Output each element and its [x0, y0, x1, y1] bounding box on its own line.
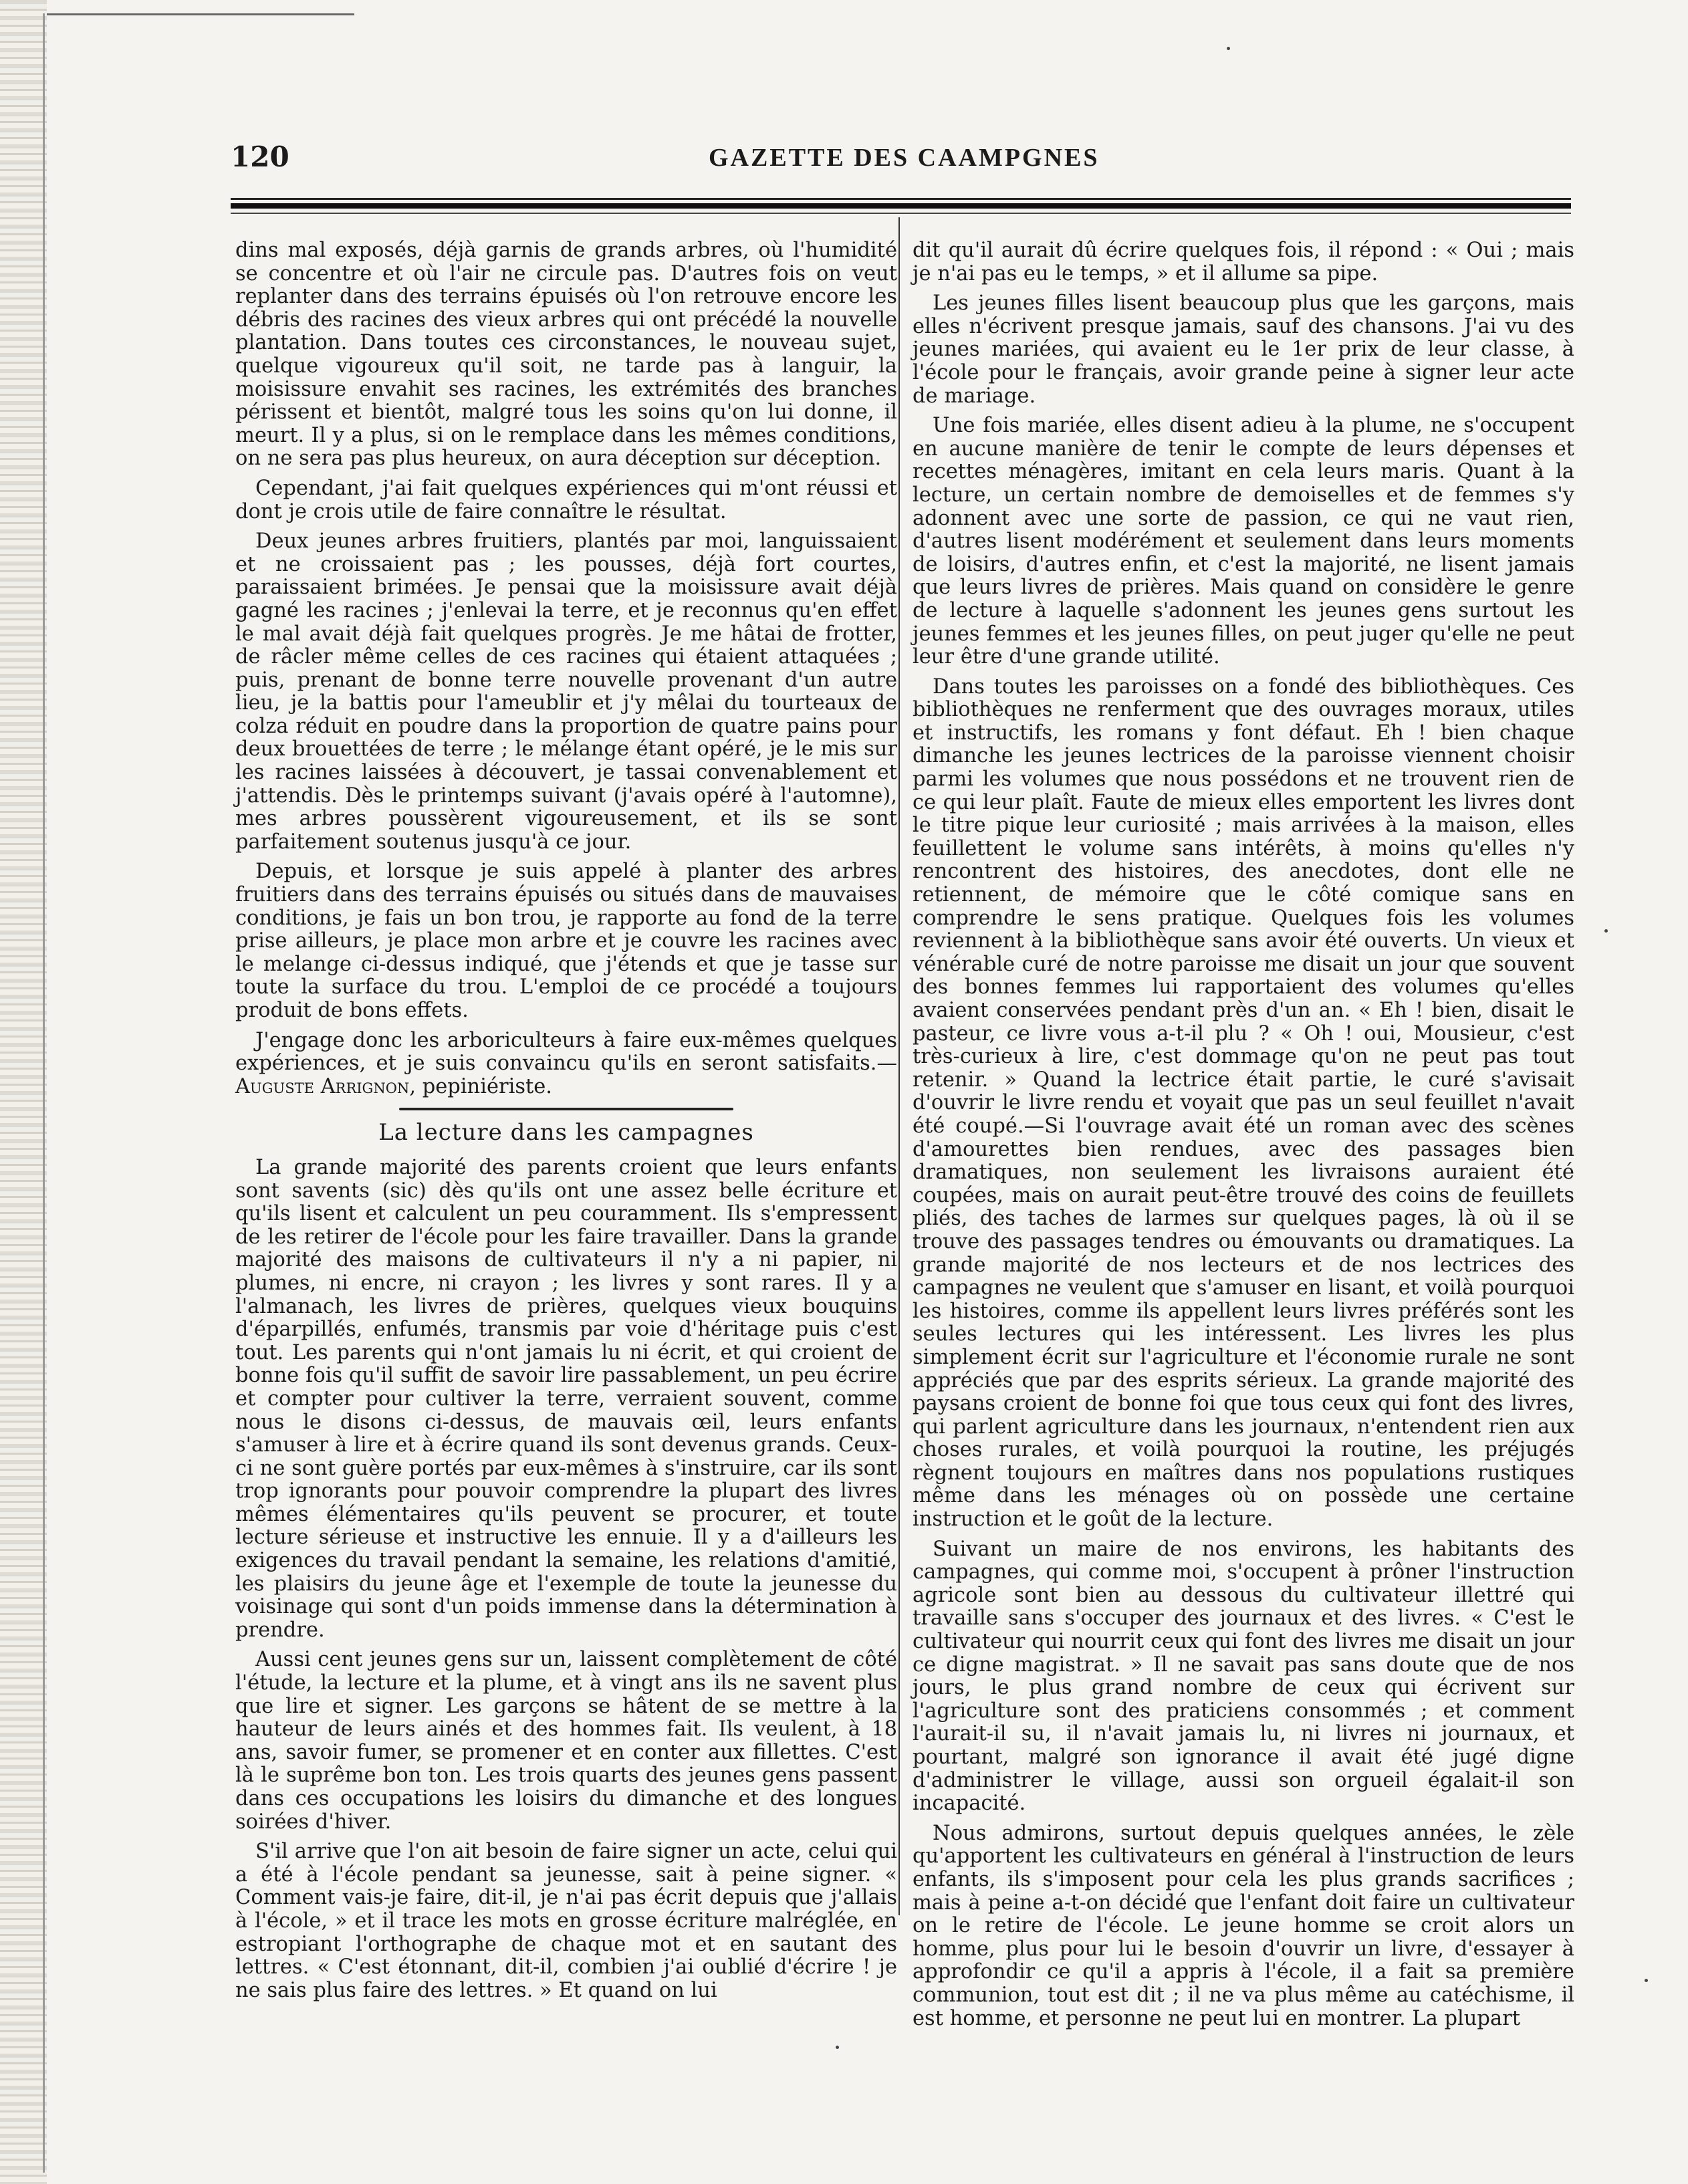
paragraph: dit qu'il aurait dû écrire quelques fois, il répond : « Oui ; mais je n'ai pas eu le temps, » et il allume sa pipe. — [913, 239, 1574, 285]
paragraph: Dans toutes les paroisses on a fondé des bibliothèques. Ces bibliothèques ne renferment que des ouvrages moraux, utiles et instructifs, les romans y font défaut. Eh ! bien chaque dimanche les jeunes lectrices de la paroisse viennent choisir parmi les volumes que nous possédons et ne trouvent rien de ce qui leur plaît. Faute de mieux elles emportent les livres dont le titre pique leur curiosité ; mais arrivées à la maison, elles feuillettent le volume sans intérêts, à moins qu'elles n'y rencontrent des histoires, des anecdotes, dont elle ne retiennent, de mémoire que le côté comique sans en comprendre le sens pratique. Quelques fois les volumes reviennent à la bibliothèque sans avoir été ouverts. Un vieux et vénérable curé de notre paroisse me disait un jour que souvent des bonnes femmes lui rapportaient des volumes qu'elles avaient conservées pendant près d'un an. « Eh ! bien, disait le pasteur, ce livre vous a-t-il plu ? « Oh ! oui, Mousieur, c'est très-curieux à lire, c'est dommage qu'on ne peut pas tout retenir. » Quand la lectrice était partie, le curé s'avisait d'ouvrir le livre rendu et voyait que pas un seul feuillet n'avait été coupé.—Si l'ouvrage avait été un roman avec des scènes d'amourettes bien rendues, avec des passages bien dramatiques, non seulement les livraisons auraient été coupées, mais on aurait peut-être trouvé des coins de feuillets pliés, des taches de larmes sur quelques pages, là où il se trouve des passages tendres ou émouvants ou dramatiques. La grande majorité de nos lecteurs et de nos lectrices des campagnes ne veulent que s'amuser en lisant, et voilà pourquoi les histoires, comme ils appellent leurs livres préférés sont les seules lectures qui les intéressent. Les livres les plus simplement écrit sur l'agriculture et l'économie rurale ne sont appréciés que par des esprits sérieux. La grande majorité des paysans croient de bonne foi que tous ceux qui font des livres, qui parlent agriculture dans les journaux, n'entendent rien aux choses rurales, et voilà pourquoi la routine, les préjugés règnent toujours en maîtres dans nos populations rustiques même dans les ménages où on possède une certaine instruction et le goût de la lecture. — [913, 675, 1574, 1532]
paragraph: Aussi cent jeunes gens sur un, laissent complètement de côté l'étude, la lecture et la plume, et à vingt ans ils ne savent plus que lire et signer. Les garçons se hâtent de se mettre à la hauteur de leurs ainés et des hommes fait. Ils veulent, à 18 ans, savoir fumer, se promener et en conter aux fillettes. C'est là le suprême bon ton. Les trois quarts des jeunes gens passent dans ces occupations les loisirs du dimanche et des longues soirées d'hiver. — [235, 1648, 897, 1834]
paragraph: Deux jeunes arbres fruitiers, plantés par moi, languissaient et ne croissaient pas ; les pousses, déjà fort courtes, paraissaient brimées. Je pensai que la moisissure avait déjà gagné les racines ; j'enlevai la terre, et je reconnus qu'en effet le mal avait déjà fait quelques progrès. Je me hâtai de frotter, de râcler même celles de ces racines qui étaient attaquées ; puis, prenant de bonne terre nouvelle provenant d'un autre lieu, je la battis pour l'ameublir et j'y mêlai du tourteaux de colza réduit en poudre dans la proportion de quatre pains pour deux brouettées de terre ; le mélange étant opéré, je le mis sur les racines laissées à découvert, je tassai convenablement et j'attendis. Dès le printemps suivant (j'avais opéré à l'automne), mes arbres poussèrent vigoureusement, et ils se sont parfaitement soutenus jusqu'à ce jour. — [235, 529, 897, 854]
author-signature: Auguste Arrignon — [235, 1074, 410, 1098]
header-rule-bottom — [231, 213, 1571, 214]
closing-paragraph — [235, 1029, 897, 1099]
paragraph: Depuis, et lorsque je suis appelé à planter des arbres fruitiers dans des terrains épuisés ou situés dans de mauvaises conditions, je fais un bon trou, je rapporte au fond de la terre prise ailleurs, je place mon arbre et je couvre les racines avec le melange ci-dessus indiqué, que j'étends et que je tasse sur toute la surface du trou. L'emploi de ce procédé a toujours produit de bons effets. — [235, 860, 897, 1022]
page-header — [0, 140, 1688, 180]
header-rule-thick — [231, 203, 1571, 209]
running-title: GAZETTE DES CAAMPGNES — [709, 144, 1100, 172]
page-number: 120 — [231, 140, 289, 173]
paragraph: Les jeunes filles lisent beaucoup plus que les garçons, mais elles n'écrivent presque jamais, sauf des chansons. J'ai vu des jeunes mariées, qui avaient eu le 1er prix de leur classe, à l'école pour le français, avoir grande peine à signer leur acte de mariage. — [913, 291, 1574, 408]
ink-speck — [1604, 929, 1608, 933]
section-divider-rule — [399, 1108, 733, 1110]
binding-edge-texture — [0, 0, 47, 2184]
paragraph: S'il arrive que l'on ait besoin de faire signer un acte, celui qui a été à l'école pendant sa jeunesse, sait à peine signer. « Comment vais-je faire, dit-il, je n'ai pas écrit depuis que j'allais à l'école, » et il trace les mots en grosse écriture malréglée, en estropiant l'orthographe de chaque mot et en sautant des lettres. « C'est étonnant, dit-il, combien j'ai oublié d'écrire ! je ne sais plus faire des lettres. » Et quand on lui — [235, 1840, 897, 2002]
closing-text: J'engage donc les arboriculteurs à faire eux-mêmes quelques expériences, et je suis convaincu qu'ils en seront satisfaits.— — [235, 1028, 897, 1076]
right-column — [913, 239, 1574, 2037]
ink-speck — [836, 2046, 839, 2049]
paragraph: Une fois mariée, elles disent adieu à la plume, ne s'occupent en aucune manière de tenir le compte de leurs dépenses et recettes ménagères, imitant en cela leurs maris. Quant à la lecture, un certain nombre de demoiselles et de femmes s'y adonnent avec une sorte de passion, ce qui ne vaut rien, d'autres lisent modérément et seulement dans leurs moments de loisirs, d'autres enfin, et c'est la majorité, ne lisent jamais que leurs livres de prières. Mais quand on considère le genre de lecture à laquelle s'adonnent les jeunes gens surtout les jeunes femmes et les jeunes filles, on peut juger qu'elle ne peut leur être d'une grande utilité. — [913, 414, 1574, 669]
ink-speck — [1227, 47, 1230, 50]
binding-edge-line — [43, 13, 45, 2173]
section-title: La lecture dans les campagnes — [378, 1119, 754, 1146]
column-divider — [898, 217, 900, 1915]
signature-suffix: , pepiniériste. — [409, 1074, 552, 1098]
paragraph: Cependant, j'ai fait quelques expériences qui m'ont réussi et dont je crois utile de faire connaître le résultat. — [235, 476, 897, 523]
header-rule-thin — [231, 198, 1571, 200]
paragraph: Suivant un maire de nos environs, les habitants des campagnes, qui comme moi, s'occupent à prôner l'instruction agricole sont bien au dessous du cultivateur illettré qui travaille sans s'occuper des journaux et des livres. « C'est le cultivateur qui nourrit ceux qui font des livres me disait un jour ce digne magistrat. » Il ne savait pas sans doute que de nos jours, le plus grand nombre de ceux qui écrivent sur l'agriculture sont des praticiens consommés ; et comment l'aurait-il su, il n'avait jamais lu, ni livres ni journaux, et pourtant, malgré son ignorance il avait été jugé digne d'administrer le village, aussi son orgueil égalait-il son incapacité. — [913, 1537, 1574, 1816]
paragraph: La grande majorité des parents croient que leurs enfants sont savents (sic) dès qu'ils ont une assez belle écriture et qu'ils lisent et calculent un peu couramment. Ils s'empressent de les retirer de l'école pour les faire travailler. Dans la grande majorité des maisons de cultivateurs il n'y a ni papier, ni plumes, ni encre, ni crayon ; les livres y sont rares. Il y a l'almanach, les livres de prières, quelques vieux bouquins d'éparpillés, enfumés, transmis par voie d'héritage puis c'est tout. Les parents qui n'ont jamais lu ni écrit, et qui croient de bonne fois qu'il suffit de savoir lire passablement, un peu écrire et compter pour cultiver la terre, verraient souvent, comme nous le disons ci-dessus, de mauvais œil, leurs enfants s'amuser à lire et à écrire quand ils sont devenus grands. Ceux-ci ne sont guère portés par eux-mêmes à s'instruire, car ils sont trop ignorants pour pouvoir comprendre la plupart des livres mêmes élémentaires qu'ils peuvent se procurer, et toute lecture sérieuse et instructive les ennuie. Il y a d'ailleurs les exigences du travail pendant la semaine, les relations d'amitié, les plaisirs du jeune âge et l'exemple de toute la jeunesse du voisinage qui sont d'un poids immense dans la détermination à prendre. — [235, 1155, 897, 1642]
ink-speck — [1645, 1979, 1648, 1982]
paragraph: Nous admirons, surtout depuis quelques années, le zèle qu'apportent les cultivateurs en général à l'instruction de leurs enfants, ils s'imposent pour cela les plus grands sacrifices ; mais à peine a-t-on décidé que l'enfant doit faire un cultivateur on le retire de l'école. Le jeune homme se croit alors un homme, plus pour lui le besoin d'ouvrir un livre, d'essayer à approfondir ce qu'il a appris à l'école, il a fait sa première communion, tout est dit ; il ne va plus même au catéchisme, il est homme, et personne ne peut lui en montrer. La plupart — [913, 1821, 1574, 2030]
left-column — [235, 239, 897, 2009]
paragraph: dins mal exposés, déjà garnis de grands arbres, où l'humidité se concentre et où l'air ne circule pas. D'autres fois on veut replanter dans des terrains épuisés où l'on retrouve encore les débris des racines des vieux arbres qui ont précédé la nouvelle plantation. Dans toutes ces circonstances, le nouveau sujet, quelque vigoureux qu'il soit, ne tarde pas à languir, la moisissure envahit ses racines, les extrémités des branches périssent et bientôt, malgré tous les soins qu'on lui donne, il meurt. Il y a plus, si on le remplace dans les mêmes conditions, on ne sera pas plus heureux, on aura déception sur déception. — [235, 239, 897, 471]
top-margin-rule — [47, 13, 354, 15]
